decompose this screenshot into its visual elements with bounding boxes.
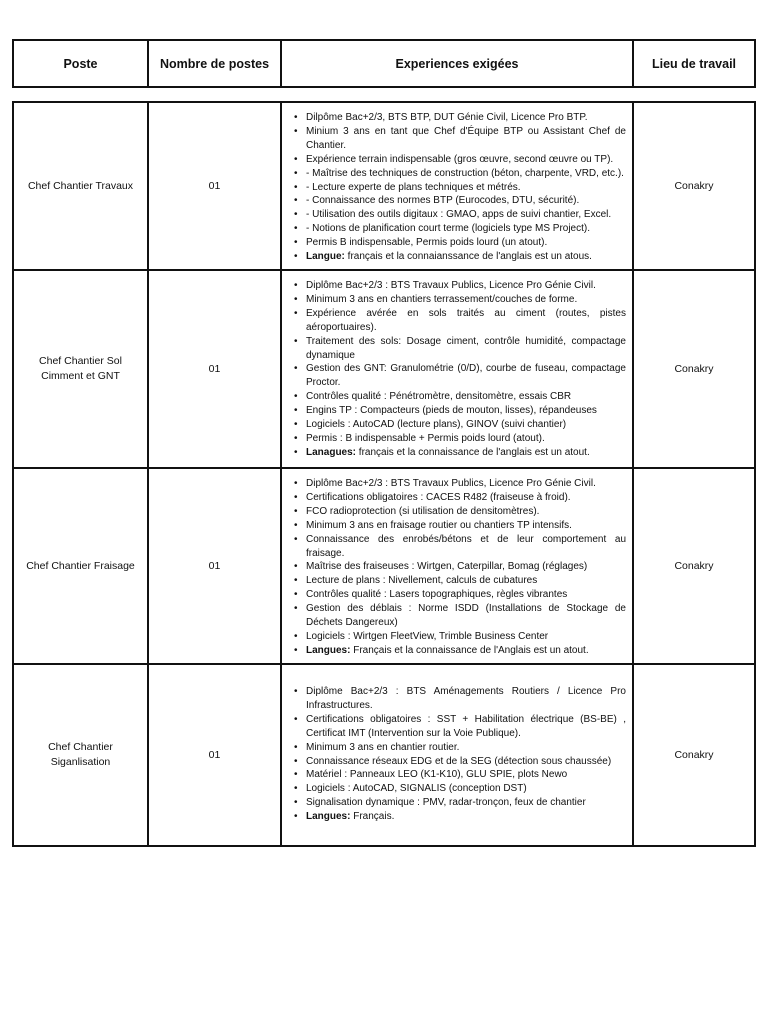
experience-item-text: - Lecture experte de plans techniques et métrés. xyxy=(306,181,521,193)
header-experiences: Experiences exigées xyxy=(282,41,634,86)
experience-item xyxy=(306,125,626,153)
lieu-cell: Conakry xyxy=(674,748,714,761)
experience-item-text: Signalisation dynamique : PMV, radar-tronçon, feux de chantier xyxy=(306,797,586,809)
experience-item-text: Diplôme Bac+2/3 : BTS Aménagements Routiers / Licence Pro Infrastructures. xyxy=(306,686,626,711)
experience-item xyxy=(306,533,626,561)
experience-item-label: Langues: xyxy=(306,644,351,656)
lieu-cell: Conakry xyxy=(674,179,714,192)
experience-item xyxy=(306,362,626,390)
experience-item xyxy=(306,768,626,782)
experience-item xyxy=(306,713,626,741)
experience-item-text: Diplôme Bac+2/3 : BTS Travaux Publics, Licence Pro Génie Civil. xyxy=(306,280,596,291)
experience-item-text: Logiciels : AutoCAD, SIGNALIS (conception DST) xyxy=(306,783,527,795)
experience-item xyxy=(306,153,626,167)
experience-item-text: Certifications obligatoires : CACES R482 (fraiseuse à froid). xyxy=(306,491,571,503)
experience-item-text: Minimum 3 ans en chantier routier. xyxy=(306,741,460,753)
experience-item xyxy=(306,782,626,796)
experience-list xyxy=(288,111,626,264)
experience-item xyxy=(306,491,626,505)
nombre-cell: 01 xyxy=(149,103,282,269)
experience-item-text: Gestion des déblais : Norme ISDD (Installations de Stockage de Déchets Dangereux) xyxy=(306,603,626,629)
experience-list xyxy=(288,685,626,824)
experience-item xyxy=(306,505,626,519)
experience-item xyxy=(306,644,626,658)
experience-item-text: Permis : B indispensable + Permis poids lourd (atout). xyxy=(306,432,545,444)
experience-item-text: Connaissance réseaux EDG et de la SEG (détection sous chaussée) xyxy=(306,755,612,767)
table-row xyxy=(14,103,754,271)
experience-item xyxy=(306,279,626,293)
experience-item xyxy=(306,574,626,588)
experience-item-text: Français. xyxy=(350,811,395,823)
experience-item xyxy=(306,796,626,810)
experience-item-text: - Utilisation des outils digitaux : GMAO, apps de suivi chantier, Excel. xyxy=(306,209,612,221)
header-nombre: Nombre de postes xyxy=(149,41,282,86)
header-lieu: Lieu de travail xyxy=(651,56,737,71)
experience-item-text: Connaissance des enrobés/bétons et de leur comportement au fraisage. xyxy=(306,533,626,559)
experience-item xyxy=(306,181,626,195)
experience-item xyxy=(306,810,626,824)
experience-item xyxy=(306,167,626,181)
poste-cell: Chef Chantier Travaux xyxy=(14,103,149,269)
experience-item-text: Engins TP : Compacteurs (pieds de mouton, lisses), répandeuses xyxy=(306,405,597,417)
experience-item xyxy=(306,293,626,307)
experience-item-text: Diplôme Bac+2/3 : BTS Travaux Publics, Licence Pro Génie Civil. xyxy=(306,478,596,489)
experiences-cell xyxy=(282,271,634,467)
experience-item xyxy=(306,519,626,533)
experience-item xyxy=(306,432,626,446)
experience-item-label: Lanagues: xyxy=(306,446,357,458)
experience-item-text: - Connaissance des normes BTP (Eurocodes, DTU, sécurité). xyxy=(306,195,580,207)
experience-item xyxy=(306,602,626,630)
job-table xyxy=(12,101,756,847)
experience-item xyxy=(306,236,626,250)
experience-item xyxy=(306,446,626,460)
experience-item-text: Logiciels : Wirtgen FleetView, Trimble Business Center xyxy=(306,630,549,642)
experiences-cell xyxy=(282,103,634,269)
experience-item-text: Expérience terrain indispensable (gros œuvre, second œuvre ou TP). xyxy=(306,153,614,165)
experiences-cell xyxy=(282,469,634,663)
experience-item xyxy=(306,111,626,125)
experience-item xyxy=(306,390,626,404)
experience-item-text: FCO radioprotection (si utilisation de densitomètres). xyxy=(306,505,540,517)
experiences-cell xyxy=(282,665,634,845)
experience-item-text: Maîtrise des fraiseuses : Wirtgen, Caterpillar, Bomag (réglages) xyxy=(306,561,588,573)
experience-item-text: - Maîtrise des techniques de construction (béton, charpente, VRD, etc.). xyxy=(306,167,624,179)
experience-item-text: Contrôles qualité : Lasers topographiques, règles vibrantes xyxy=(306,589,568,601)
experience-item-text: Expérience avérée en sols traités au ciment (routes, pistes aéroportuaires). xyxy=(306,307,626,333)
header-poste: Poste xyxy=(14,41,149,86)
experience-item xyxy=(306,755,626,769)
experience-item xyxy=(306,250,626,264)
experience-item-text: - Notions de planification court terme (logiciels type MS Project). xyxy=(306,223,591,235)
table-row xyxy=(14,665,754,845)
experience-item-text: Français et la connaissance de l'Anglais est un atout. xyxy=(350,644,589,656)
poste-cell: Chef Chantier Fraisage xyxy=(14,469,149,663)
experience-item-text: Lecture de plans : Nivellement, calculs de cubatures xyxy=(306,575,538,587)
experience-item xyxy=(306,335,626,363)
poste-cell: Chef Chantier Siganlisation xyxy=(14,665,149,845)
experience-item xyxy=(306,404,626,418)
experience-item-text: Logiciels : AutoCAD (lecture plans), GINOV (suivi chantier) xyxy=(306,419,567,431)
experience-item-text: Minium 3 ans en tant que Chef d'Équipe BTP ou Assistant Chef de Chantier. xyxy=(306,125,626,151)
experience-item-text: Minimum 3 ans en chantiers terrassement/couches de forme. xyxy=(306,293,578,305)
experience-item xyxy=(306,208,626,222)
experience-item-text: français et la connaissance de l'anglais est un atout. xyxy=(356,446,590,458)
table-row xyxy=(14,271,754,469)
experience-item-text: Traitement des sols: Dosage ciment, contrôle humidité, compactage dynamique xyxy=(306,335,626,361)
experience-item xyxy=(306,741,626,755)
experience-item-label: Langue: xyxy=(306,251,345,263)
experience-item xyxy=(306,418,626,432)
lieu-cell: Conakry xyxy=(674,559,714,572)
poste-cell: Chef Chantier Sol Cimment et GNT xyxy=(14,271,149,467)
experience-item-text: Dilpôme Bac+2/3, BTS BTP, DUT Génie Civil, Licence Pro BTP. xyxy=(306,112,588,123)
experience-item-text: Certifications obligatoires : SST + Habilitation électrique (BS-BE) , Certificat IMT (Intervention sur la Voie Publique). xyxy=(306,713,626,739)
experience-item-text: français et la connaianssance de l'anglais est un atous. xyxy=(344,251,592,263)
table-row xyxy=(14,469,754,665)
experience-item-text: Matériel : Panneaux LEO (K1-K10), GLU SPIE, plots Newo xyxy=(306,769,568,781)
experience-item xyxy=(306,630,626,644)
nombre-cell: 01 xyxy=(149,665,282,845)
experience-item xyxy=(306,588,626,602)
experience-list xyxy=(288,477,626,658)
nombre-cell: 01 xyxy=(149,271,282,467)
experience-item xyxy=(306,685,626,713)
experience-item-text: Contrôles qualité : Pénétromètre, densitomètre, essais CBR xyxy=(306,391,572,403)
experience-item-text: Gestion des GNT: Granulométrie (0/D), courbe de fuseau, compactage Proctor. xyxy=(306,363,626,389)
experience-item-text: Minimum 3 ans en fraisage routier ou chantiers TP intensifs. xyxy=(306,519,572,531)
experience-item xyxy=(306,477,626,491)
experience-item xyxy=(306,307,626,335)
experience-item xyxy=(306,194,626,208)
experience-item-label: Langues: xyxy=(306,811,351,823)
experience-item xyxy=(306,560,626,574)
nombre-cell: 01 xyxy=(149,469,282,663)
table-header xyxy=(12,39,756,88)
experience-item-text: Permis B indispensable, Permis poids lourd (un atout). xyxy=(306,237,548,249)
experience-item xyxy=(306,222,626,236)
lieu-cell: Conakry xyxy=(674,362,714,375)
experience-list xyxy=(288,279,626,460)
